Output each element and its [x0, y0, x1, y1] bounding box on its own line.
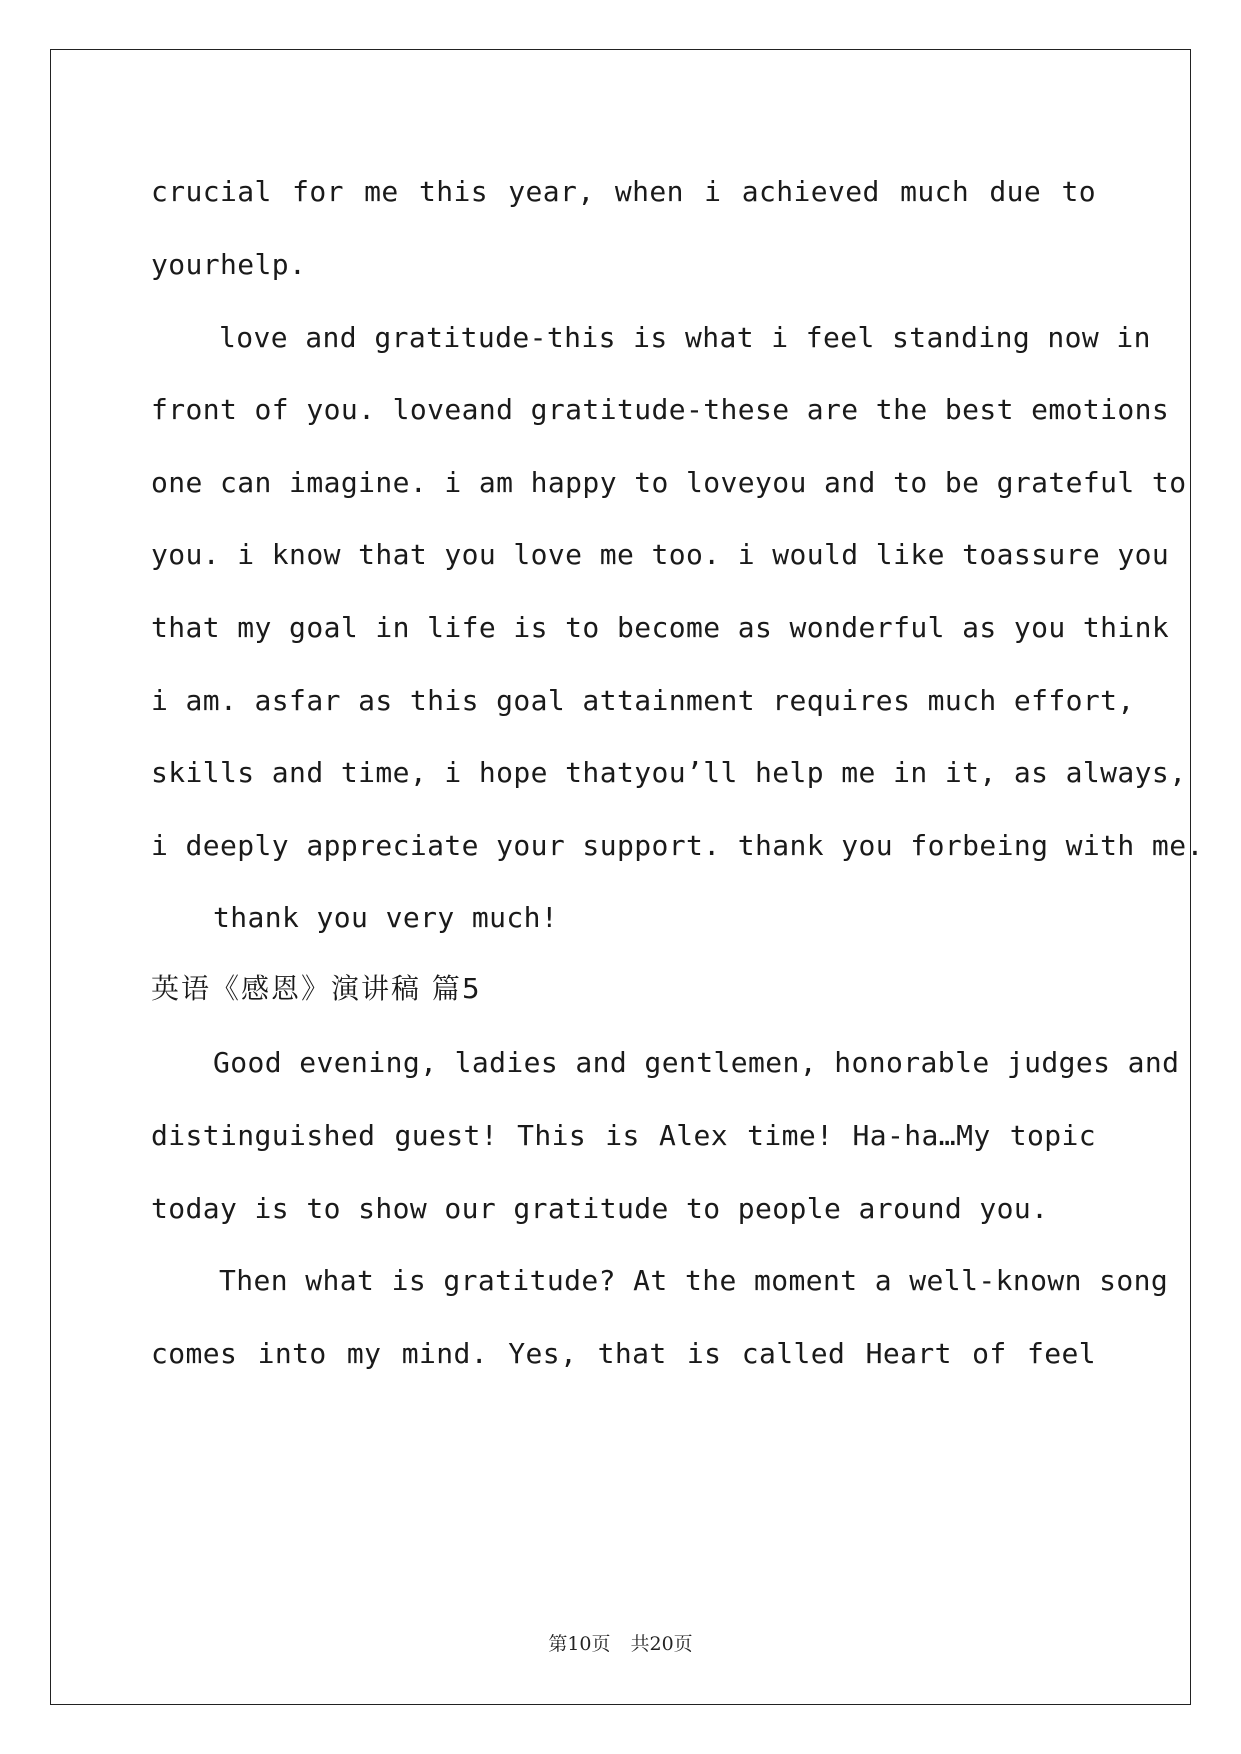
text-line: front of you. loveand gratitude-these are the best emotions — [151, 393, 1170, 426]
text-line: you. i know that you love me too. i would like toassure you — [151, 538, 1170, 571]
text-line: skills and time, i hope thatyou’ll help me in it, as always, — [151, 756, 1187, 789]
text-line: i deeply appreciate your support. thank you forbeing with me. — [151, 829, 1204, 862]
text-line: comes into my mind. Yes, that is called Heart of feel — [151, 1337, 1096, 1370]
text-line: distinguished guest! This is Alex time! Ha-ha…My topic — [151, 1119, 1096, 1152]
text-line: Good evening, ladies and gentlemen, honorable judges and — [213, 1046, 1180, 1079]
page-footer — [0, 1629, 1241, 1659]
text-line: today is to show our gratitude to people around you. — [151, 1192, 1049, 1225]
text-line: Then what is gratitude? At the moment a well-known song — [219, 1264, 1169, 1297]
text-line: yourhelp. — [151, 248, 307, 281]
text-line: i am. asfar as this goal attainment requires much effort, — [151, 684, 1135, 717]
section-heading: 英语《感恩》演讲稿 篇5 — [151, 972, 482, 1005]
total-pages-label: 共20页 — [630, 1633, 693, 1655]
text-line: that my goal in life is to become as wonderful as you think — [151, 611, 1170, 644]
text-line: love and gratitude-this is what i feel standing now in — [219, 321, 1151, 354]
text-line: one can imagine. i am happy to loveyou and to be grateful to — [151, 466, 1187, 499]
text-line: crucial for me this year, when i achieved much due to — [151, 175, 1096, 208]
text-line: thank you very much! — [213, 901, 559, 934]
current-page-label: 第10页 — [548, 1633, 611, 1655]
page-border — [50, 49, 1204, 1705]
